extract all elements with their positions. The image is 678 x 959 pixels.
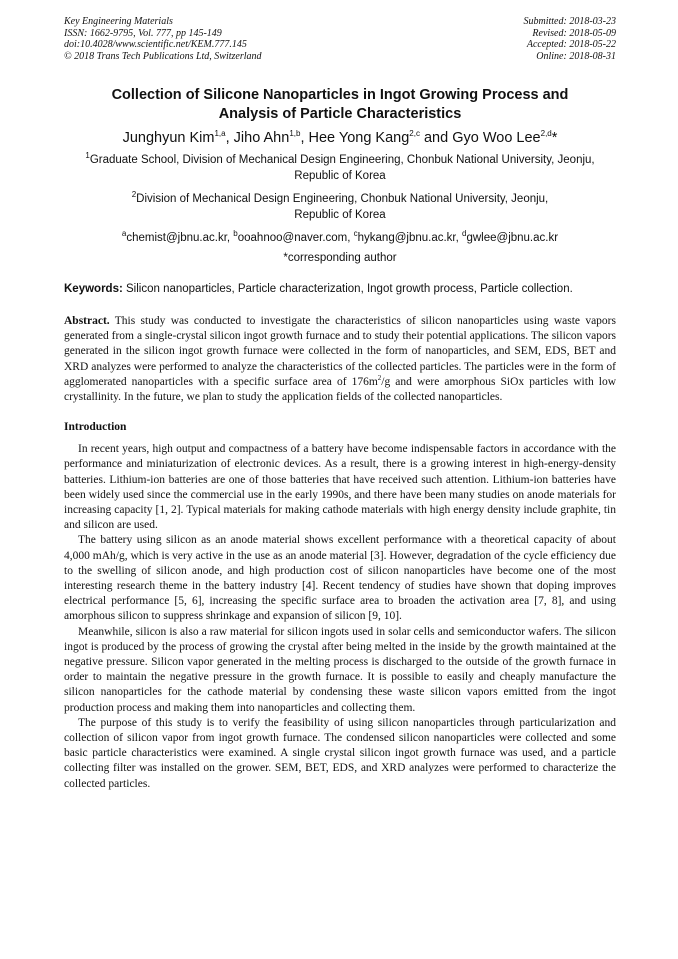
intro-paragraph-2: The battery using silicon as an anode material shows excellent performance with a theoretical capacity of about 4,000 mAh/g, which is very active in the use as an anode material [3]. However, degradation of the cycle efficiency due to the swelling of silicon anode, and high production cost of silicon nanoparticles have become one of the most interesting research theme in the battery industry [4]. Recent tendency of studies have shown that doping improves electrical performance [5, 6], increasing the specific surface area to broaden the activation area [7, 8], and using amorphous silicon to suppress shrinkage and expansion of silicon [9, 10]. [64, 534, 616, 623]
affiliation-text: Division of Mechanical Design Engineering, Chonbuk National University, Jeonju, [136, 193, 549, 205]
email-address[interactable]: chemist@jbnu.ac.kr [126, 232, 227, 244]
email-sup: c [353, 229, 358, 239]
journal-info [64, 16, 262, 62]
introduction-heading: Introduction [64, 421, 127, 434]
keywords-text: Silicon nanoparticles, Particle characterization, Ingot growth process, Particle collection. [122, 283, 573, 295]
author-name: Junghyun Kim [122, 130, 215, 146]
author-name: Gyo Woo Lee [452, 130, 541, 146]
intro-paragraph-3: Meanwhile, silicon is also a raw material for silicon ingots used in solar cells and semiconductor wafers. The silicon ingot is produced by the process of growing the crystal after being melted in the inside by the growth maintained at the negative pressure. Silicon vapor generated in the melting process is discharged to the outside of the growth furnace in order to maintain the negative pressure in the growth furnace. It is possible to easily and cheaply manufacture the silicon nanoparticles for the cathode material by condensing these waste silicon vapors emitted from the ingot production process and making them into nanoparticles and collecting them. [64, 625, 616, 714]
author-separator: and [419, 130, 453, 146]
author-name: Hee Yong Kang [308, 130, 410, 146]
keywords-label: Keywords: [64, 283, 123, 295]
dates-info [524, 16, 617, 62]
running-header [64, 16, 616, 62]
keywords [64, 282, 616, 297]
submitted-date: Submitted: 2018-03-23 [523, 16, 616, 27]
affiliation-1 [64, 153, 616, 184]
author-affil-sup: 1,a [214, 129, 226, 139]
email-separator: , [347, 232, 354, 244]
abstract [64, 314, 616, 405]
email-sup: b [233, 229, 238, 239]
email-separator: , [455, 232, 463, 244]
email-sup: d [462, 229, 467, 239]
abstract-label: Abstract. [64, 315, 110, 327]
email-sup: a [121, 229, 127, 239]
abstract-superscript: 2 [377, 373, 382, 382]
paper-title [64, 86, 616, 124]
corresponding-author-note: *corresponding author [283, 251, 397, 264]
email-address[interactable]: ooahnoo@naver.com [237, 232, 348, 244]
journal-name: Key Engineering Materials [64, 16, 173, 27]
corresponding-mark: * [551, 130, 558, 146]
author-affil-sup: 2,c [409, 129, 420, 139]
revised-date: Revised: 2018-05-09 [532, 27, 616, 39]
accepted-date: Accepted: 2018-05-22 [526, 39, 616, 50]
affiliation-text: Graduate School, Division of Mechanical Design Engineering, Chonbuk National University, Jeonju, [89, 154, 595, 166]
issn-line: ISSN: 1662-9795, Vol. 777, pp 145-149 [64, 27, 222, 39]
author-affil-sup: 2,d [540, 129, 552, 139]
doi-line: doi:10.4028/www.scientific.net/KEM.777.145 [64, 39, 247, 50]
affiliation-number: 1 [85, 151, 90, 161]
intro-paragraph-1: In recent years, high output and compactness of a battery have become indispensable factors in accordance with the performance and miniaturization of electronic devices. As a result, there is a growing interest in high-energy-density batteries. Lithium-ion batteries are one of those batteries that have received such attention. Lithium-ion batteries have been widely used since the commercial use in the early 1990s, and there have been many studies on anode materials for increasing capacity [1, 2]. Typical materials for making cathode materials with high energy density include graphite, tin and silicon are used. [64, 443, 616, 532]
email-list [64, 231, 616, 247]
affiliation-country: Republic of Korea [294, 169, 386, 182]
email-address[interactable]: gwlee@jbnu.ac.kr [466, 232, 559, 244]
title-line-1: Collection of Silicone Nanoparticles in Ingot Growing Process and [111, 87, 569, 103]
email-separator: , [226, 232, 234, 244]
affiliation-number: 2 [131, 190, 137, 200]
copyright-line: © 2018 Trans Tech Publications Ltd, Switzerland [64, 50, 262, 62]
author-list [64, 129, 616, 147]
author-name: Jiho Ahn [233, 130, 290, 146]
online-date: Online: 2018-08-31 [536, 50, 616, 62]
author-affil-sup: 1,b [289, 129, 301, 139]
affiliation-2 [64, 192, 616, 223]
intro-paragraph-4: The purpose of this study is to verify the feasibility of using silicon nanoparticles through particularization and collection of silicon vapor from ingot growth furnace. The condensed silicon nanoparticles were collected and some basic particle characteristics were examined. A single crystal silicon ingot growth furnace was used, and a particle collecting filter was installed on the grower. SEM, BET, EDS, and XRD analyzes were performed to characterize the collected particles. [64, 716, 616, 790]
author-separator: , [225, 130, 234, 146]
abstract-text-2: /g and were amorphous SiOx particles with low crystallinity. In the future, we plan to study the application fields of the collected nanoparticles. [64, 375, 617, 404]
affiliation-country: Republic of Korea [294, 208, 386, 221]
email-address[interactable]: hykang@jbnu.ac.kr [357, 232, 456, 244]
abstract-text-1: This study was conducted to investigate the characteristics of silicon nanoparticles using waste vapors generated from a single-crystal silicon ingot growth furnace and to study their potential applications. The silicon vapors generated in the silicon ingot growth furnace were collected in the form of nanoparticles, and SEM, EDS, BET and XRD analyzes were performed to analyze the characteristics of the collected particles. The particles were in the form of agglomerated nanoparticles with a specific surface area of 176m [64, 315, 616, 388]
title-line-2: Analysis of Particle Characteristics [218, 106, 462, 122]
author-separator: , [300, 130, 309, 146]
